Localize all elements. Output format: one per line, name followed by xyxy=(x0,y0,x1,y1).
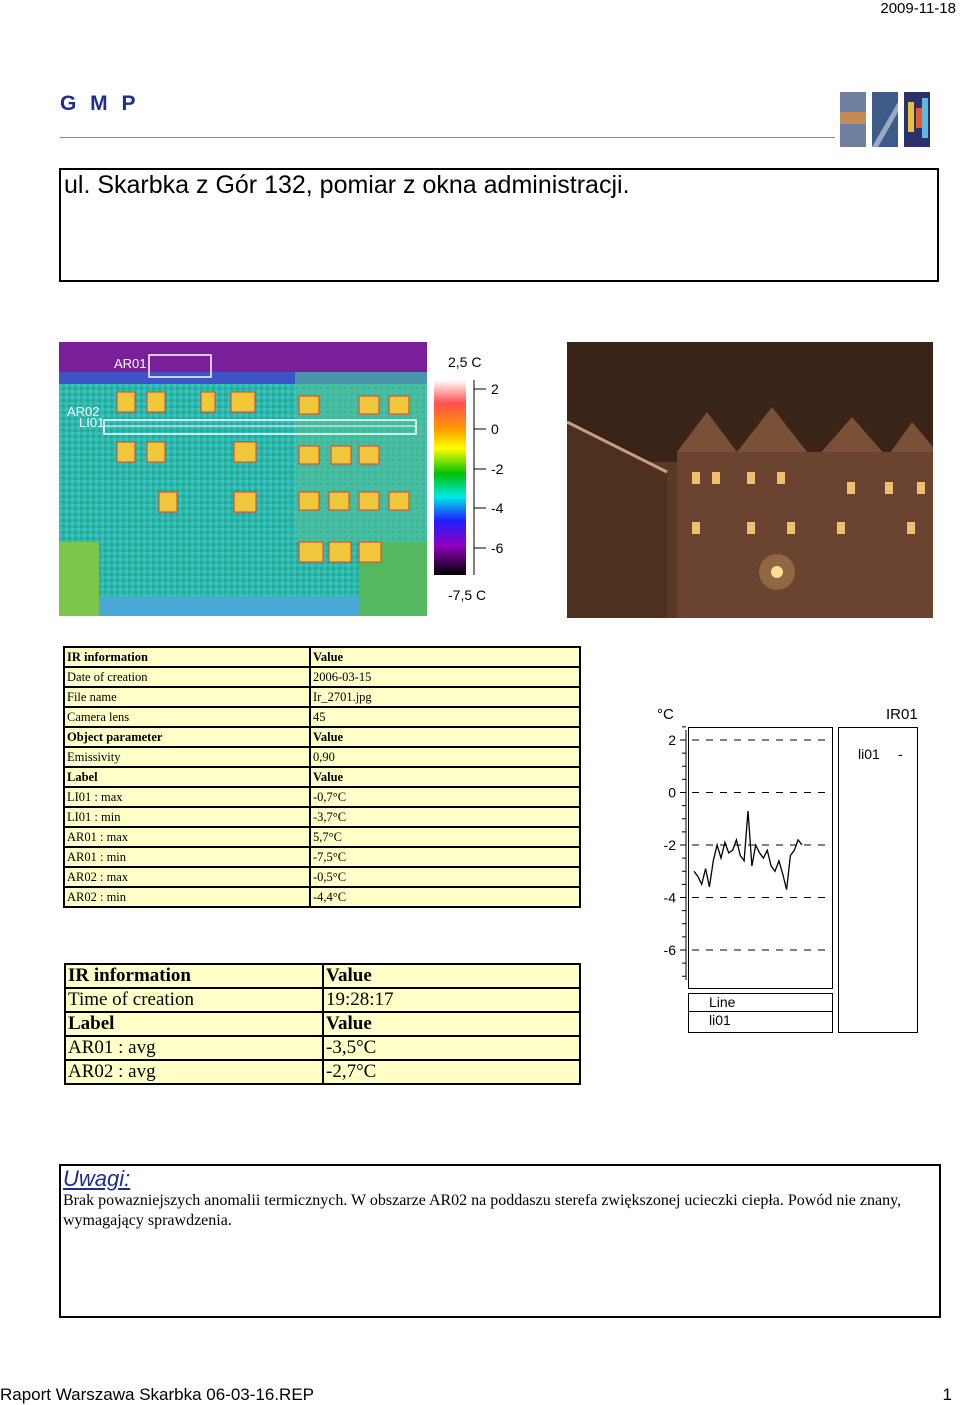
ar02-label: AR02 xyxy=(67,404,100,419)
li01-label: LI01 xyxy=(79,415,105,430)
chart-legend xyxy=(688,993,833,1033)
y-tick-label: 0 xyxy=(668,784,676,801)
table-row xyxy=(64,687,580,707)
visual-photo xyxy=(567,342,933,618)
table-key-cell: Label xyxy=(64,767,310,787)
notes-box xyxy=(59,1164,941,1318)
table-row xyxy=(65,988,580,1012)
table-value-cell: -3,5°C xyxy=(323,1036,580,1060)
table-key-cell: Time of creation xyxy=(65,988,323,1012)
table-key-cell: Emissivity xyxy=(64,747,310,767)
legend-title: Line xyxy=(689,994,832,1012)
report-title-box xyxy=(59,168,939,282)
notes-heading: Uwagi: xyxy=(63,1166,131,1191)
table-value-cell: -4,4°C xyxy=(310,887,580,907)
table-key-cell: AR01 : max xyxy=(64,827,310,847)
table-value-cell: 0,90 xyxy=(310,747,580,767)
table-value-cell: 2006-03-15 xyxy=(310,667,580,687)
table-value-cell: -3,7°C xyxy=(310,807,580,827)
scale-tick: -6 xyxy=(491,540,504,556)
table-value-cell: 5,7°C xyxy=(310,827,580,847)
table-key-cell: AR02 : max xyxy=(64,867,310,887)
table-key-cell: AR01 : min xyxy=(64,847,310,867)
table-row xyxy=(65,1036,580,1060)
table-value-cell: Value xyxy=(310,767,580,787)
ar01-label: AR01 xyxy=(114,356,147,371)
table-key-cell: Date of creation xyxy=(64,667,310,687)
table-value-cell: -2,7°C xyxy=(323,1060,580,1084)
table-value-cell: Value xyxy=(323,1012,580,1036)
line-profile-chart xyxy=(650,700,840,990)
scale-max: 2,5 C xyxy=(448,354,482,370)
table-row xyxy=(64,807,580,827)
footer-page-number: 1 xyxy=(942,1385,952,1404)
table-key-cell: Label xyxy=(65,1012,323,1036)
table-key-cell: IR information xyxy=(64,647,310,667)
scale-min: -7,5 C xyxy=(448,587,487,603)
table-key-cell: IR information xyxy=(65,964,323,988)
table-value-cell: 45 xyxy=(310,707,580,727)
y-tick-label: -2 xyxy=(663,837,676,853)
report-date: 2009-11-18 xyxy=(880,0,956,17)
y-tick-label: -4 xyxy=(663,889,676,906)
footer-report-name: Raport Warszawa Skarbka 06-03-16.REP xyxy=(0,1385,315,1404)
y-axis-unit: °C xyxy=(657,706,674,723)
table-value-cell: Value xyxy=(310,727,580,747)
table-row xyxy=(64,827,580,847)
scale-tick: 0 xyxy=(491,421,499,437)
table-key-cell: File name xyxy=(64,687,310,707)
table-row xyxy=(65,964,580,988)
table-row xyxy=(64,787,580,807)
table-value-cell: -0,7°C xyxy=(310,787,580,807)
ir-panel-value: - xyxy=(898,746,903,762)
table-value-cell: -7,5°C xyxy=(310,847,580,867)
table-key-cell: AR01 : avg xyxy=(65,1036,323,1060)
table-key-cell: AR02 : min xyxy=(64,887,310,907)
y-tick-label: -6 xyxy=(663,942,676,958)
temperature-scale xyxy=(430,342,540,616)
table-row xyxy=(64,727,580,747)
table-value-cell: Value xyxy=(310,647,580,667)
table-row xyxy=(65,1012,580,1036)
table-row xyxy=(64,767,580,787)
table-row xyxy=(64,867,580,887)
thermal-image xyxy=(59,342,427,616)
ir-info-table xyxy=(63,646,581,908)
y-tick-label: 2 xyxy=(668,732,676,748)
report-title: ul. Skarbka z Gór 132, pomiar z okna administracji. xyxy=(64,171,630,199)
table-value-cell: Ir_2701.jpg xyxy=(310,687,580,707)
table-value-cell: -0,5°C xyxy=(310,867,580,887)
table-key-cell: Camera lens xyxy=(64,707,310,727)
ir-panel-title: IR01 xyxy=(886,706,918,723)
table-value-cell: Value xyxy=(323,964,580,988)
ir-panel-entry: li01 xyxy=(858,746,880,762)
scale-tick: -2 xyxy=(491,461,504,477)
legend-entry: li01 xyxy=(709,1012,731,1028)
scale-tick: -4 xyxy=(491,500,504,516)
table-row xyxy=(64,847,580,867)
scale-tick: 2 xyxy=(491,381,499,397)
table-key-cell: LI01 : max xyxy=(64,787,310,807)
table-row xyxy=(64,887,580,907)
company-logo xyxy=(836,92,934,147)
table-row xyxy=(65,1060,580,1084)
ir-panel xyxy=(838,727,918,1033)
table-value-cell: 19:28:17 xyxy=(323,988,580,1012)
notes-body: Brak powazniejszych anomalii termicznych. W obszarze AR02 na poddaszu sterefa zwiększonej ucieczki ciepła. Powód nie znany, wymagający sprawdzenia. xyxy=(63,1192,902,1229)
table-row xyxy=(64,747,580,767)
ir-summary-table xyxy=(64,963,581,1085)
table-key-cell: AR02 : avg xyxy=(65,1060,323,1084)
table-row xyxy=(64,667,580,687)
table-row xyxy=(64,647,580,667)
table-key-cell: Object parameter xyxy=(64,727,310,747)
company-name: G M P xyxy=(60,92,140,115)
header-divider xyxy=(60,137,835,138)
table-row xyxy=(64,707,580,727)
table-key-cell: LI01 : min xyxy=(64,807,310,827)
series-line-li01 xyxy=(694,811,802,890)
